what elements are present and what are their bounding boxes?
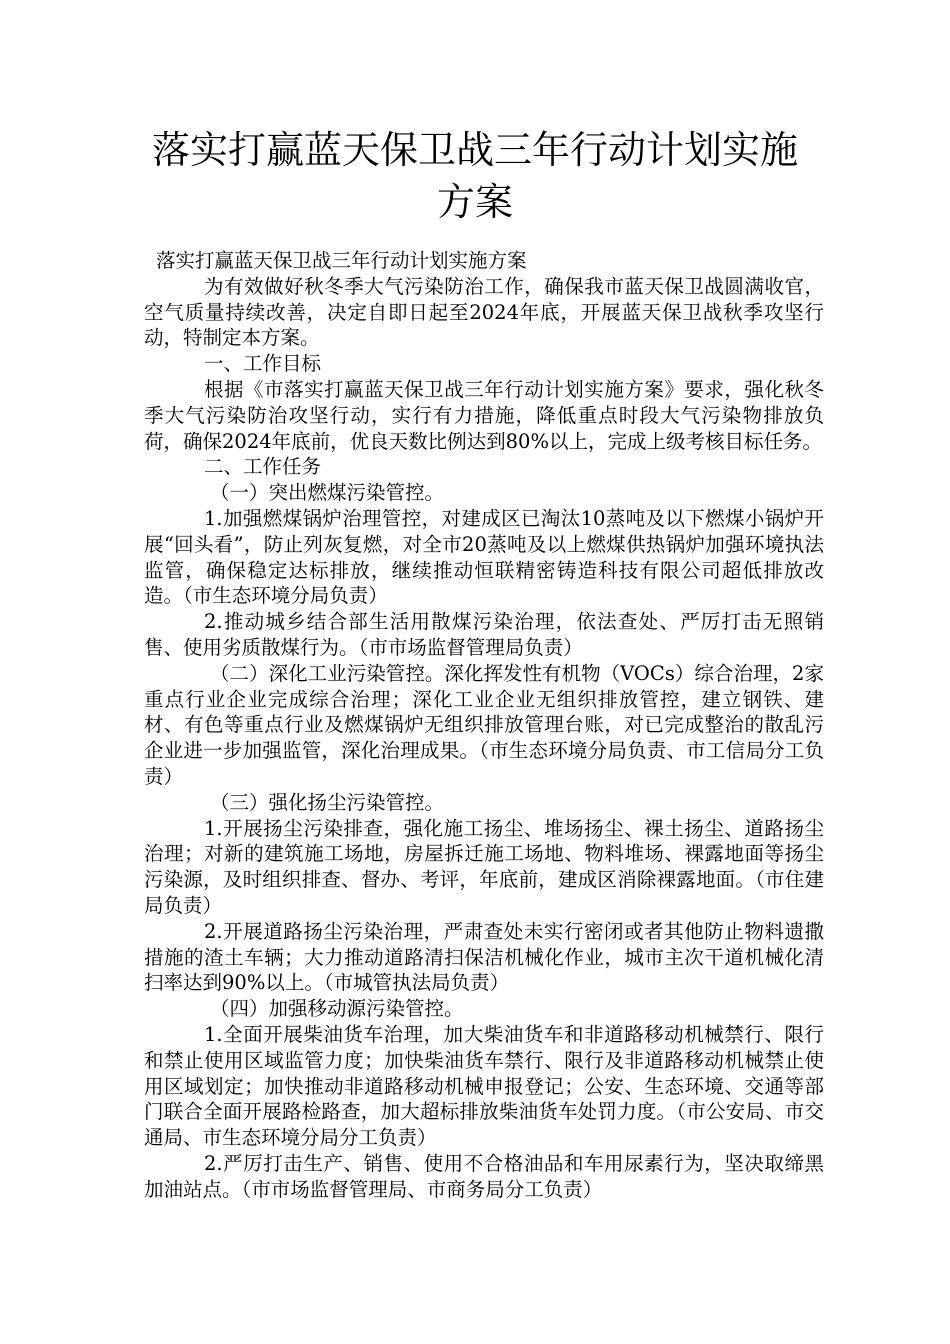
document-subtitle: 落实打赢蓝天保卫战三年行动计划实施方案 <box>156 249 527 272</box>
section-heading-tasks: 二、工作任务 <box>204 455 322 479</box>
industrial-paragraph: （二）深化工业污染管控。深化挥发性有机物（VOCs）综合治理，2家重点行业企业完成综合治理；深化工业企业无组织排放管控，建立钢铁、建材、有色等重点行业及燃煤锅炉无组织排放管理台账，对已完成整治的散乱污企业进一步加强监管，深化治理成果。（市生态环境分局负责、市工信局分工负责） <box>144 661 824 788</box>
intro-paragraph: 为有效做好秋冬季大气污染防治工作，确保我市蓝天保卫战圆满收官，空气质量持续改善，决定自即日起至2024年底，开展蓝天保卫战秋季攻坚行动，特制定本方案。 <box>144 274 824 350</box>
subsection-heading-mobile: （四）加强移动源污染管控。 <box>210 997 464 1021</box>
goals-paragraph: 根据《市落实打赢蓝天保卫战三年行动计划实施方案》要求，强化秋冬季大气污染防治攻坚行动，实行有力措施，降低重点时段大气污染物排放负荷，确保2024年底前，优良天数比例达到80%以上，完成上级考核目标任务。 <box>144 377 824 453</box>
section-heading-goals: 一、工作目标 <box>204 352 322 376</box>
dust-item-2: 2.开展道路扬尘污染治理，严肃查处未实行密闭或者其他防止物料遗撒措施的渣土车辆；大力推动道路清扫保洁机械化作业，城市主次干道机械化清扫率达到90%以上。（市城管执法局负责） <box>144 919 824 995</box>
dust-item-1: 1.开展扬尘污染排查，强化施工扬尘、堆场扬尘、裸土扬尘、道路扬尘治理；对新的建筑施工场地，房屋拆迁施工场地、物料堆场、裸露地面等扬尘污染源，及时组织排查、督办、考评，年底前，建成区消除裸露地面。（市住建局负责） <box>144 816 824 917</box>
coal-item-2: 2.推动城乡结合部生活用散煤污染治理，依法查处、严厉打击无照销售、使用劣质散煤行为。（市市场监督管理局负责） <box>144 610 824 659</box>
document-body <box>144 248 824 1202</box>
document-title: 落实打赢蓝天保卫战三年行动计划实施方案 <box>151 128 798 224</box>
subsection-heading-dust: （三）强化扬尘污染管控。 <box>210 790 445 814</box>
subsection-heading-coal: （一）突出燃煤污染管控。 <box>210 481 445 505</box>
mobile-item-1: 1.全面开展柴油货车治理，加大柴油货车和非道路移动机械禁行、限行和禁止使用区域监管力度；加快柴油货车禁行、限行及非道路移动机械禁止使用区域划定；加快推动非道路移动机械申报登记；公安、生态环境、交通等部门联合全面开展路检路查，加大超标排放柴油货车处罚力度。（市公安局、市交通局、市生态环境分局分工负责） <box>144 1022 824 1150</box>
mobile-item-2: 2.严厉打击生产、销售、使用不合格油品和车用尿素行为，坚决取缔黑加油站点。（市市场监督管理局、市商务局分工负责） <box>144 1151 824 1201</box>
coal-item-1: 1.加强燃煤锅炉治理管控，对建成区已淘汰10蒸吨及以下燃煤小锅炉开展“回头看”，防止列灰复燃，对全市20蒸吨及以上燃煤供热锅炉加强环境执法监管，确保稳定达标排放，继续推动恒联精密铸造科技有限公司超低排放改造。（市生态环境分局负责） <box>144 506 824 608</box>
